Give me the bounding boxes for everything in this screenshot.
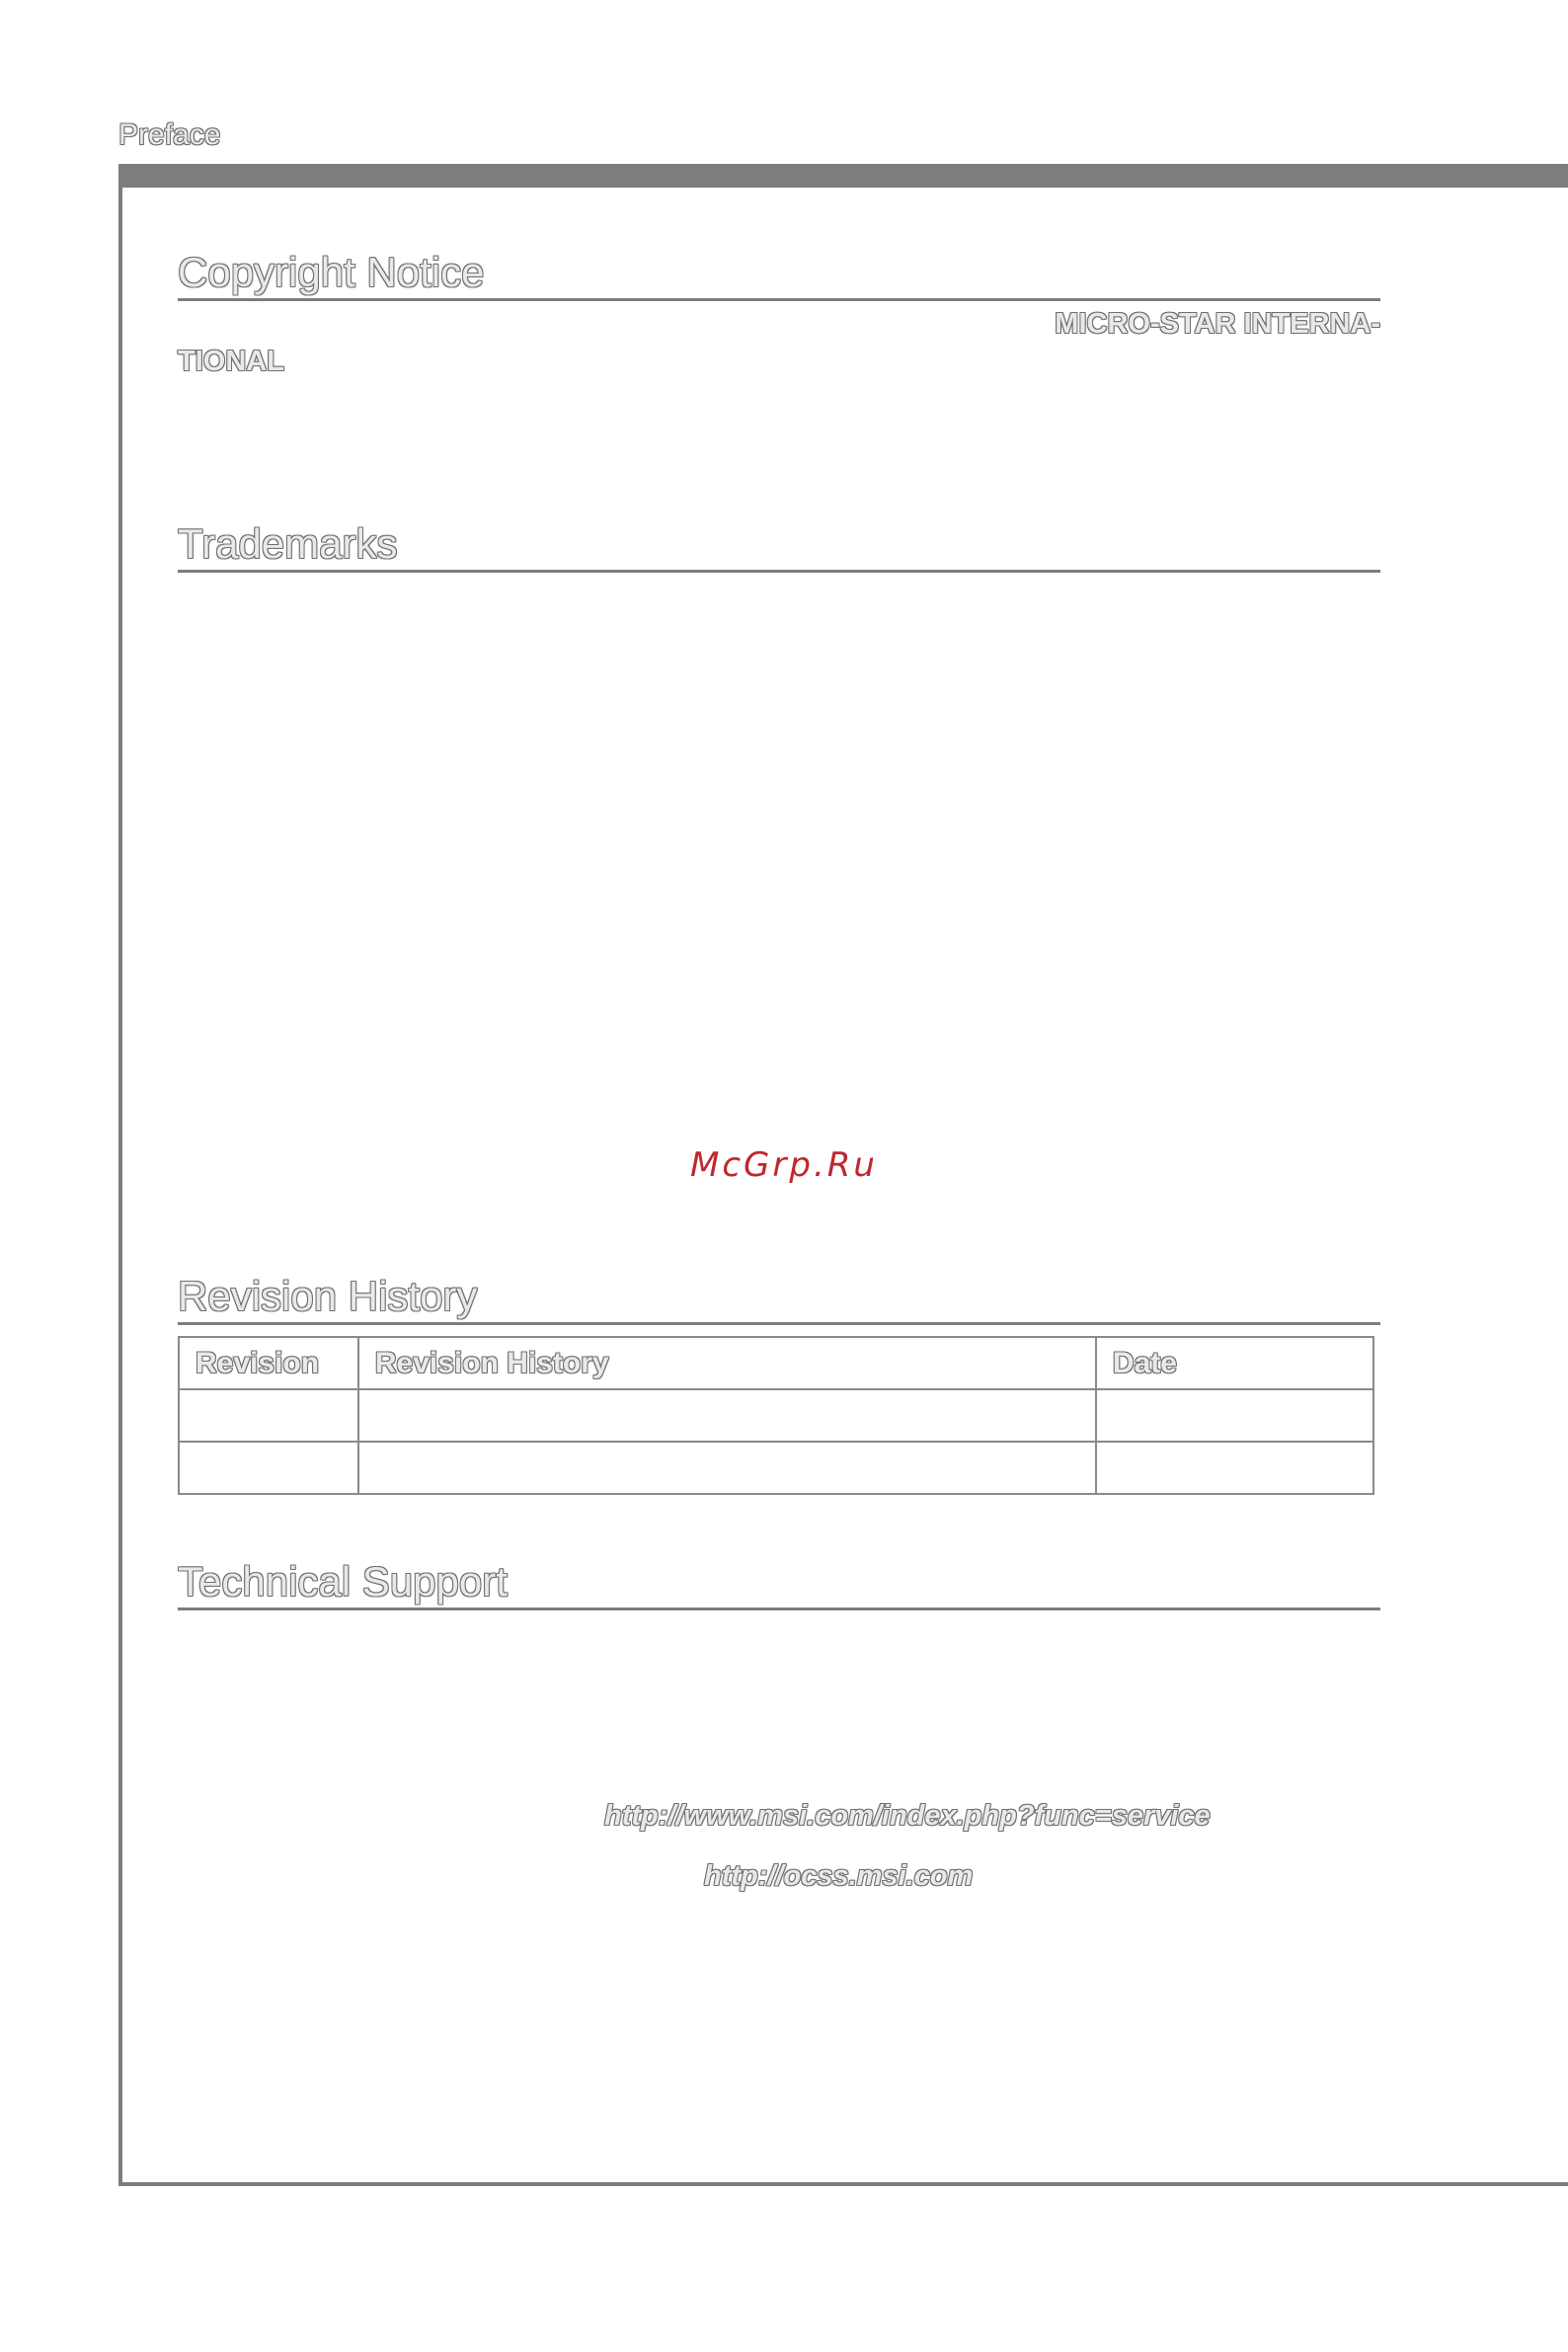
bottom-border-rule	[118, 2182, 1568, 2186]
ocss-link[interactable]: http://ocss.msi.com	[704, 1860, 974, 1892]
table-cell	[1096, 1389, 1373, 1442]
column-header-revision: Revision	[179, 1337, 358, 1389]
table-row	[179, 1442, 1373, 1494]
table-cell	[179, 1389, 358, 1442]
revision-history-heading: Revision History	[178, 1273, 1380, 1325]
left-border-rule	[118, 188, 122, 2186]
header-bar	[118, 164, 1568, 188]
table-row	[179, 1389, 1373, 1442]
page-section-label: Preface	[118, 118, 221, 151]
table-cell	[179, 1442, 358, 1494]
copyright-company-name-part2: TIONAL	[178, 346, 284, 377]
column-header-revision-history: Revision History	[358, 1337, 1096, 1389]
watermark-text: McGrp.Ru	[690, 1145, 878, 1185]
copyright-heading: Copyright Notice	[178, 249, 1380, 301]
table-cell	[358, 1389, 1096, 1442]
service-link[interactable]: http://www.msi.com/index.php?func=service	[604, 1800, 1211, 1832]
copyright-company-name-part1: MICRO-STAR INTERNA-	[1055, 308, 1380, 340]
trademarks-heading: Trademarks	[178, 520, 1380, 573]
table-cell	[358, 1442, 1096, 1494]
column-header-date: Date	[1096, 1337, 1373, 1389]
table-cell	[1096, 1442, 1373, 1494]
revision-history-table	[178, 1336, 1374, 1495]
table-header-row	[179, 1337, 1373, 1389]
technical-support-heading: Technical Support	[178, 1558, 1380, 1610]
